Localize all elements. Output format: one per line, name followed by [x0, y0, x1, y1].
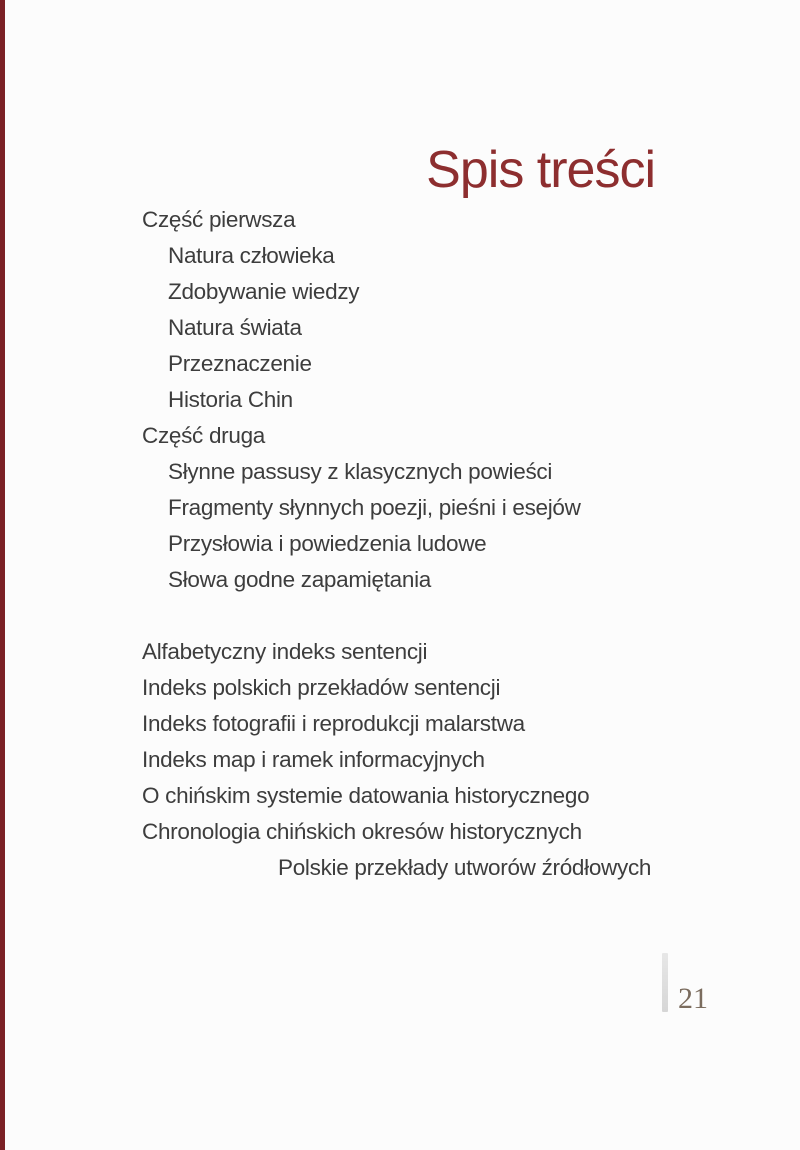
toc-entry: Część pierwsza	[142, 207, 296, 232]
page-edge-accent-bar	[0, 0, 5, 1150]
toc-entry: Natura świata	[168, 315, 302, 340]
toc-spacer	[142, 598, 702, 634]
toc-entry: Fragmenty słynnych poezji, pieśni i esejów	[168, 495, 581, 520]
toc-entry: Zdobywanie wiedzy	[168, 279, 360, 304]
toc-entry: Indeks map i ramek informacyjnych	[142, 747, 485, 772]
toc-entry: Alfabetyczny indeks sentencji	[142, 639, 428, 664]
toc-entry: Polskie przekłady utworów źródłowych	[278, 855, 652, 880]
toc-entry: Chronologia chińskich okresów historycznych	[142, 819, 582, 844]
toc-entry: Część druga	[142, 423, 266, 448]
toc-entry: Słowa godne zapamiętania	[168, 567, 431, 592]
toc-entry: Słynne passusy z klasycznych powieści	[168, 459, 553, 484]
toc-entry: Natura człowieka	[168, 243, 335, 268]
toc-entry: O chińskim systemie datowania historycznego	[142, 783, 590, 808]
toc-list	[142, 202, 702, 886]
toc-entry: Historia Chin	[168, 387, 293, 412]
page-title: Spis treści	[426, 140, 655, 199]
page-number-marker-bar	[662, 953, 668, 1012]
toc-entry: Przysłowia i powiedzenia ludowe	[168, 531, 487, 556]
page-number: 21	[678, 982, 708, 1015]
toc-entry: Przeznaczenie	[168, 351, 312, 376]
toc-entry: Indeks polskich przekładów sentencji	[142, 675, 501, 700]
toc-entry: Indeks fotografii i reprodukcji malarstwa	[142, 711, 525, 736]
